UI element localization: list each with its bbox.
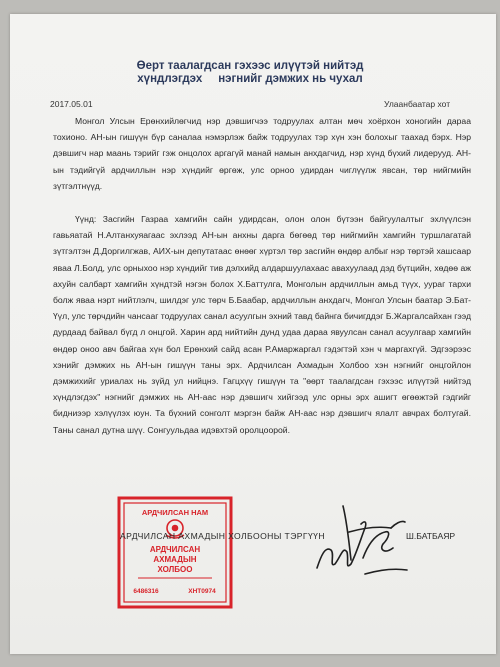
body-paragraph-2: Үүнд: Засгийн Газраа хамгийн сайн удирдсан, олон олон бүтээн байгуулалтыг эхлүүлсэн гавьяатай Н.Алтанхуяагаас эхлээд АН-ын анхны дарга бөгөөд төр нийгмийн хамгийн туршлагатай зүтгэлтэн Д.Доргилгжав, АИХ-ын депутатаас өнөөг хүртэл төр засгийн өндөр албыг нэр төртэй хашсаар яваа Л.Болд, улс орныхоо нэр хүндийг тив дэлхийд алдаршуулахаас авахуулаад дэд бүтцийн, хөдөө аж ахуйн салбарт хамгийн хүндтэй нэгэн болох Х.Баттулга, Монголын ардчиллын амьд түүх, уураг тархи болж яваа нэрт нийтлэлч, шилдэг улс төрч Б.Баабар, ардчиллын анхдагч, Монгол Улсын баатар Э.Бат-Үүл, улс төрчдийн чансааг тодруулах санал асуулгын эхний тавд байнга бичигддэг Б.Жаргалсайхан гээд дурдаад байвал бүгд л онцгой. Харин ард нийтийн дунд удаа дараа явуулсан санал асуулгаар хамгийн өндөр оноо авч байгаа хүн бол Ерөнхий сайд асан Р.Амаржаргал гэдэгтэй хэн ч маргахгүй. Эдгээрээс хэнийг дэмжих нь АН-ын гишүүн таны эрх. Ардчилсан Ахмадын Холбоо хэн нэгнийг онцгойлон дэмжихийг уриалах нь зүйд ул нийцнэ. Гагцхүү гишүүн та "өөрт таалагдсан гэхээс илүүтэй нийтэд хүндлэгдэх" нэгнийг дэмжих нь АН-аас нэр дэвшигч хийгээд улс орны эрх ашигт өгөөжтэй гэдгийг бидниээр хэлүүлэх юун. Та бүхний сонголт мэргэн байж АН-аас нэр дэвшигч ялалт авчрах болтугай. Таны санал дутна шүү. Сонгуульдаа идэвхтэй оролцоорой. [53, 214, 471, 435]
stamp-number-right: ХНТ0974 [188, 588, 216, 595]
document-title-line1: Өерт таалагдсан гэхээс илүүтэй нийтэд [136, 60, 364, 72]
stamp-center-line2: АХМАДЫН [153, 555, 197, 564]
signature-title: АРДЧИЛСАН АХМАДЫН ХОЛБООНЫ ТЭРГҮҮН [120, 531, 325, 541]
signer-name: Ш.БАТБАЯР [406, 531, 456, 541]
stamp-number-left: 6486316 [133, 588, 159, 595]
document-title-line2: хүндлэгдэх нэгнийг дэмжих нь чухал [137, 73, 363, 85]
stamp-center-line1: АРДЧИЛСАН [149, 545, 201, 554]
stamp-top-text: АРДЧИЛСАН НАМ [141, 508, 209, 517]
stamp-center-line3: ХОЛБОО [157, 565, 193, 574]
body-paragraph-1: Монгол Улсын Ерөнхийлөгчид нэр дэвшигчээ тодруулах алтан мөч хоёрхон хоногийн дараа тохионо. АН-ын гишүүн бүр саналаа нэмэрлэж байж тодруулах тэр хүн хэн болохыг таахад бэрх. Нэр дэвшигч нар маань тэрийг гэж онцолох аргагүй манай намын анхдагчид, нэр хүнд бүхий лидерууд. АН-ын тэдийгүй ардчиллын нэр хүндийг өргөж, улс орноо удирдан чиглүүлж явсан, төр нийгмийн зүтгэлтнүүд. [53, 116, 471, 191]
document-location: Улаанбаатар хот [384, 99, 451, 109]
handwritten-signature [305, 498, 420, 590]
document-date: 2017.05.01 [50, 99, 93, 109]
official-stamp [116, 495, 234, 610]
